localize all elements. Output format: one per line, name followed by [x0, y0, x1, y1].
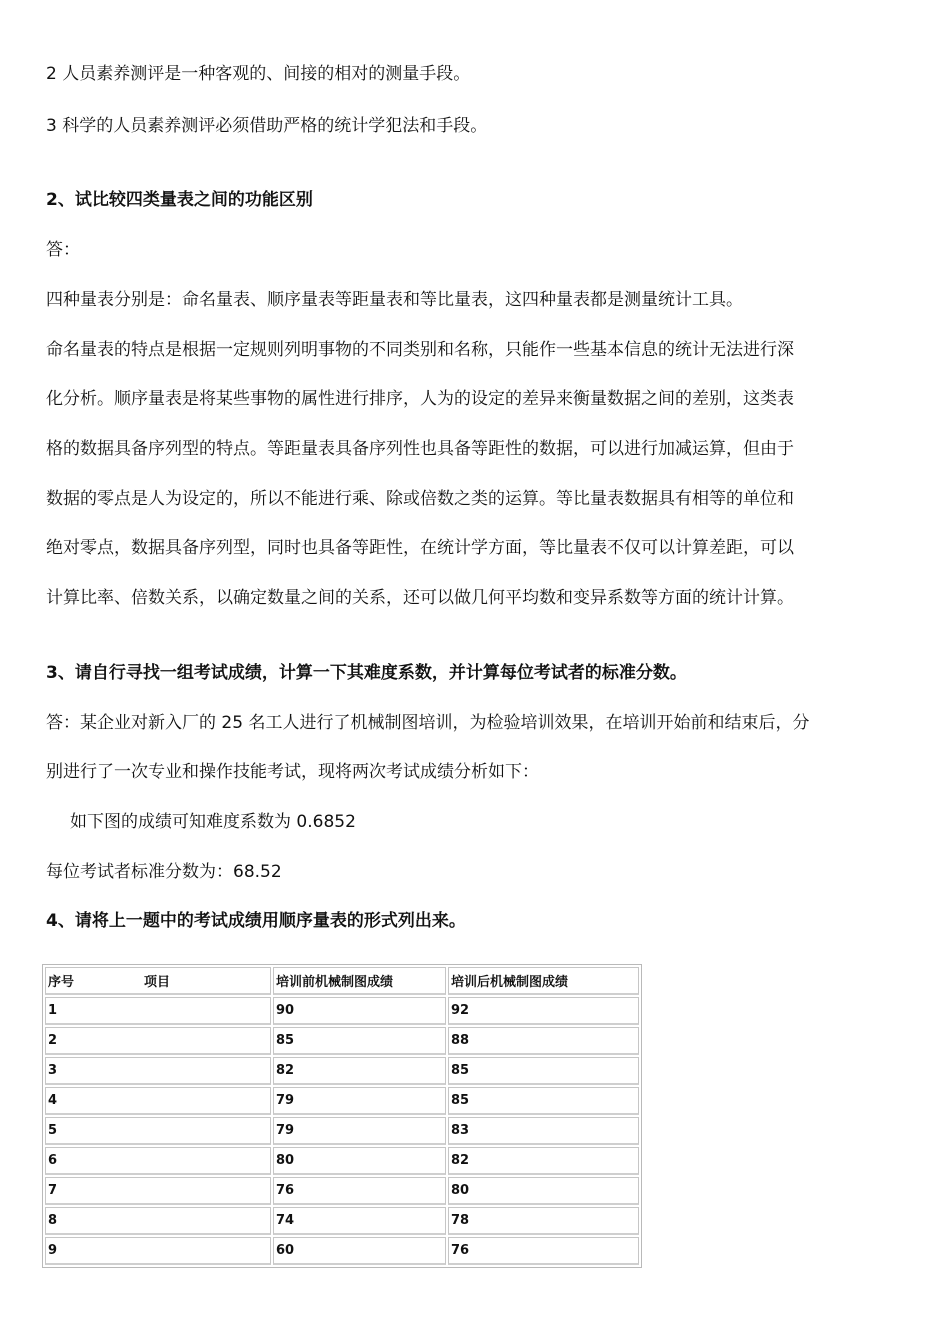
table-row [45, 1237, 639, 1265]
table-cell: 82 [273, 1057, 446, 1085]
table-cell: 4 [45, 1087, 271, 1115]
table-cell: 2 [45, 1027, 271, 1055]
header-seq: 序号 [48, 975, 75, 990]
table-cell: 1 [45, 997, 271, 1025]
table-row [45, 1087, 639, 1115]
paragraph-line: 命名量表的特点是根据一定规则列明事物的不同类别和名称，只能作一些基本信息的统计无法进行深 [46, 340, 794, 360]
paragraph-line: 2 人员素养测评是一种客观的、间接的相对的测量手段。 [46, 64, 471, 84]
table-row [45, 997, 639, 1025]
table-cell: 85 [448, 1087, 639, 1115]
table-cell: 90 [273, 997, 446, 1025]
table-row [45, 1177, 639, 1205]
scores-table [42, 964, 642, 1268]
paragraph-line: 答：某企业对新入厂的 25 名工人进行了机械制图培训，为检验培训效果，在培训开始前和结束后，分 [46, 713, 810, 733]
question-heading: 4、请将上一题中的考试成绩用顺序量表的形式列出来。 [46, 911, 466, 931]
table-cell: 74 [273, 1207, 446, 1235]
paragraph-line: 别进行了一次专业和操作技能考试，现将两次考试成绩分析如下： [46, 762, 539, 782]
table-cell: 8 [45, 1207, 271, 1235]
table-row [45, 1027, 639, 1055]
paragraph-line: 3 科学的人员素养测评必须借助严格的统计学犯法和手段。 [46, 116, 488, 136]
paragraph-line: 四种量表分别是：命名量表、顺序量表等距量表和等比量表，这四种量表都是测量统计工具。 [46, 290, 743, 310]
paragraph-line: 化分析。顺序量表是将某些事物的属性进行排序，人为的设定的差异来衡量数据之间的差别，这类表 [46, 389, 794, 409]
table-row [45, 1147, 639, 1175]
table-cell: 79 [273, 1117, 446, 1145]
header-cell [45, 967, 271, 995]
table-cell: 78 [448, 1207, 639, 1235]
table-header-row [45, 967, 639, 995]
paragraph-line: 每位考试者标准分数为：68.52 [46, 862, 282, 882]
table-cell: 85 [448, 1057, 639, 1085]
question-heading: 3、请自行寻找一组考试成绩，计算一下其难度系数，并计算每位考试者的标准分数。 [46, 663, 687, 683]
table-cell: 82 [448, 1147, 639, 1175]
table-cell: 76 [448, 1237, 639, 1265]
paragraph-line: 数据的零点是人为设定的，所以不能进行乘、除或倍数之类的运算。等比量表数据具有相等的单位和 [46, 489, 794, 509]
paragraph-line: 如下图的成绩可知难度系数为 0.6852 [70, 812, 356, 832]
header-cell: 培训后机械制图成绩 [448, 967, 639, 995]
table-cell: 92 [448, 997, 639, 1025]
paragraph-line: 格的数据具备序列型的特点。等距量表具备序列性也具备等距性的数据，可以进行加减运算，但由于 [46, 439, 794, 459]
table-row [45, 1057, 639, 1085]
header-cell: 培训前机械制图成绩 [273, 967, 446, 995]
paragraph-line: 计算比率、倍数关系，以确定数量之间的关系，还可以做几何平均数和变异系数等方面的统计计算。 [46, 588, 794, 608]
table-cell: 3 [45, 1057, 271, 1085]
header-item: 项目 [144, 975, 171, 990]
answer-label: 答： [46, 240, 80, 260]
question-heading: 2、试比较四类量表之间的功能区别 [46, 190, 313, 210]
table-cell: 80 [448, 1177, 639, 1205]
table-cell: 83 [448, 1117, 639, 1145]
table-cell: 76 [273, 1177, 446, 1205]
table-cell: 5 [45, 1117, 271, 1145]
table-cell: 79 [273, 1087, 446, 1115]
paragraph-line: 绝对零点，数据具备序列型，同时也具备等距性，在统计学方面，等比量表不仅可以计算差距，可以 [46, 538, 794, 558]
table-cell: 6 [45, 1147, 271, 1175]
table-cell: 9 [45, 1237, 271, 1265]
table-cell: 60 [273, 1237, 446, 1265]
table-cell: 85 [273, 1027, 446, 1055]
table-row [45, 1117, 639, 1145]
table-cell: 88 [448, 1027, 639, 1055]
table-cell: 7 [45, 1177, 271, 1205]
table-row [45, 1207, 639, 1235]
table-cell: 80 [273, 1147, 446, 1175]
